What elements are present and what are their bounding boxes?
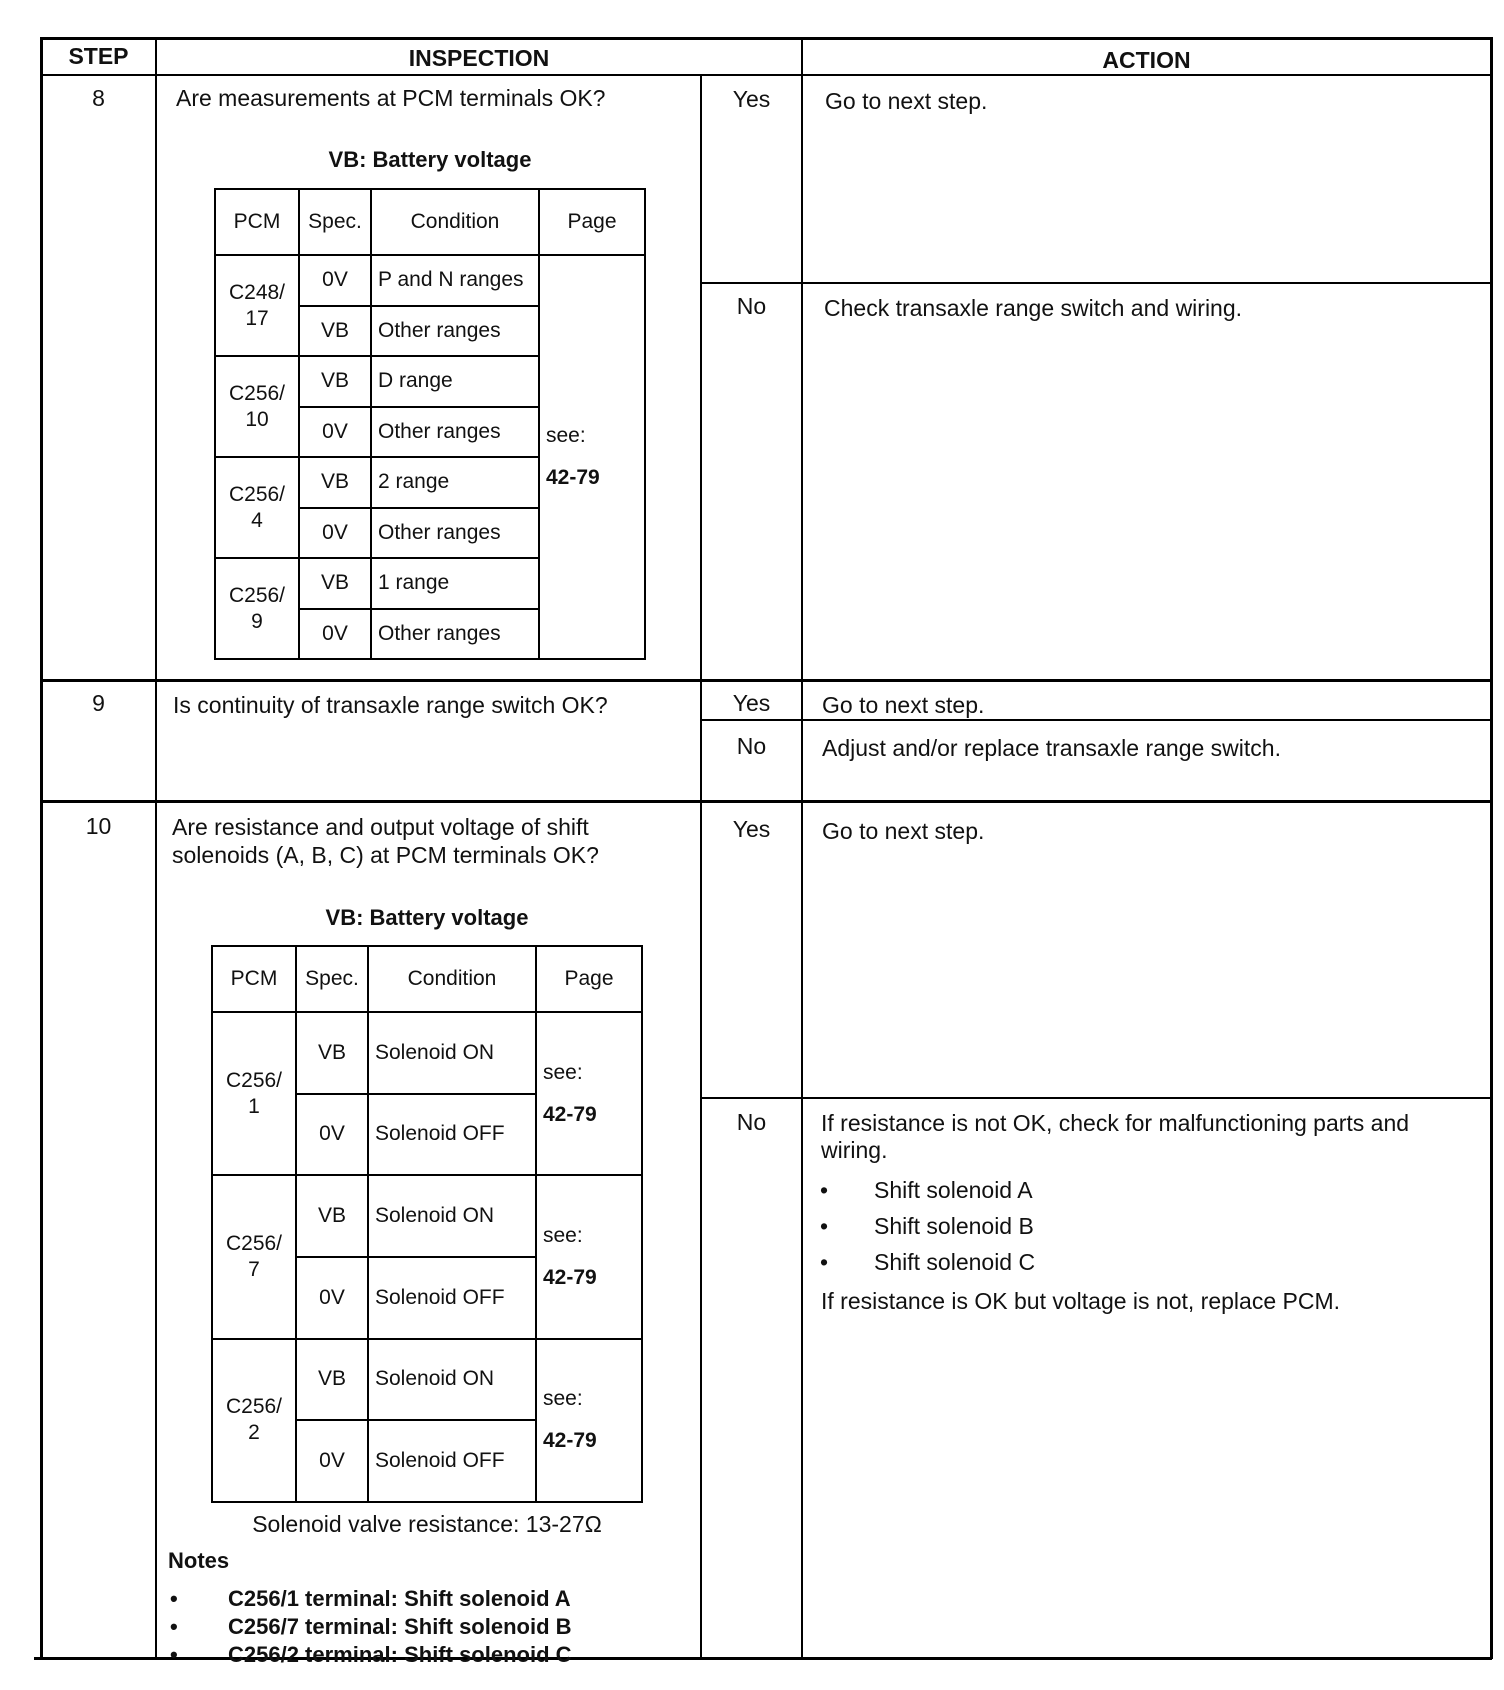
condition-cell: Other ranges <box>371 508 539 559</box>
pcm-terminal: C256/ 7 <box>212 1175 296 1338</box>
spec-cell: 0V <box>296 1257 368 1339</box>
pcm-terminal: C256/ 4 <box>215 457 299 558</box>
step-question: Are measurements at PCM terminals OK? <box>176 85 606 111</box>
condition-cell: Solenoid ON <box>368 1175 536 1257</box>
yes-action: Go to next step. <box>822 818 985 844</box>
col-header: Spec. <box>299 189 371 255</box>
vb-title: VB: Battery voltage <box>328 147 532 172</box>
rule <box>155 37 157 1659</box>
spec-cell: 0V <box>296 1420 368 1502</box>
note-item: • C256/7 terminal: Shift solenoid B <box>170 1613 572 1641</box>
condition-cell: D range <box>371 356 539 407</box>
condition-cell: 1 range <box>371 558 539 609</box>
spec-cell: 0V <box>299 407 371 458</box>
spec-cell: VB <box>299 558 371 609</box>
condition-cell: Solenoid OFF <box>368 1420 536 1502</box>
page-ref: 42-79 <box>543 1102 597 1126</box>
spec-cell: 0V <box>299 609 371 660</box>
spec-cell: 0V <box>299 508 371 559</box>
step-question: Are resistance and output voltage of shift solenoids (A, B, C) at PCM terminals OK? <box>172 814 599 868</box>
no-label: No <box>736 733 767 759</box>
yes-label: Yes <box>732 816 771 842</box>
page-cell <box>536 1339 642 1502</box>
rule <box>700 1097 1492 1099</box>
col-header: Condition <box>371 189 539 255</box>
spec-cell: 0V <box>299 255 371 306</box>
header-step: STEP <box>68 43 129 69</box>
vb-title: VB: Battery voltage <box>325 905 529 930</box>
condition-cell: 2 range <box>371 457 539 508</box>
list-item: • Shift solenoid B <box>816 1208 1035 1244</box>
yes-label: Yes <box>732 86 771 112</box>
rule <box>40 679 1492 682</box>
yes-action: Go to next step. <box>822 692 985 718</box>
pcm-terminal: C256/ 1 <box>212 1012 296 1175</box>
rule <box>801 37 803 1659</box>
spec-cell: VB <box>299 356 371 407</box>
spec-cell: VB <box>299 457 371 508</box>
page-see: see: <box>546 424 586 447</box>
pcm-spec-table <box>211 945 643 1503</box>
page-cell <box>536 1012 642 1175</box>
rule <box>1490 37 1493 1659</box>
condition-cell: P and N ranges <box>371 255 539 306</box>
rule <box>700 719 1492 721</box>
list-item: • Shift solenoid A <box>816 1172 1035 1208</box>
col-header: Spec. <box>296 946 368 1012</box>
step-number: 8 <box>92 85 105 111</box>
page-see: see: <box>543 1223 583 1247</box>
condition-cell: Solenoid OFF <box>368 1094 536 1176</box>
spec-cell: 0V <box>296 1094 368 1176</box>
rule <box>40 74 1492 76</box>
pcm-terminal: C256/ 9 <box>215 558 299 659</box>
condition-cell: Other ranges <box>371 407 539 458</box>
yes-label: Yes <box>732 690 771 716</box>
no-action-outro: If resistance is OK but voltage is not, replace PCM. <box>821 1288 1341 1314</box>
rule <box>40 37 1492 40</box>
no-action: Check transaxle range switch and wiring. <box>824 295 1243 321</box>
no-action: Adjust and/or replace transaxle range switch. <box>822 735 1281 761</box>
spec-cell: VB <box>296 1012 368 1094</box>
notes-list <box>170 1585 572 1669</box>
notes-title: Notes <box>168 1548 230 1573</box>
pcm-spec-table <box>214 188 646 660</box>
page-cell <box>539 255 645 659</box>
col-header: PCM <box>212 946 296 1012</box>
condition-cell: Other ranges <box>371 609 539 660</box>
col-header: PCM <box>215 189 299 255</box>
spec-cell: VB <box>296 1175 368 1257</box>
col-header: Page <box>536 946 642 1012</box>
step-number: 9 <box>92 690 105 716</box>
spec-cell: VB <box>296 1339 368 1421</box>
rule <box>700 282 1492 284</box>
condition-cell: Other ranges <box>371 306 539 357</box>
page-see: see: <box>543 1387 583 1411</box>
page-cell <box>536 1175 642 1338</box>
header-inspection: INSPECTION <box>408 45 550 71</box>
rule <box>40 800 1492 803</box>
page-see: see: <box>543 1060 583 1084</box>
rule <box>40 37 43 1659</box>
col-header: Condition <box>368 946 536 1012</box>
note-item: • C256/1 terminal: Shift solenoid A <box>170 1585 572 1613</box>
col-header: Page <box>539 189 645 255</box>
pcm-terminal: C248/ 17 <box>215 255 299 356</box>
no-action-list <box>816 1172 1035 1280</box>
pcm-terminal: C256/ 2 <box>212 1339 296 1502</box>
condition-cell: Solenoid ON <box>368 1012 536 1094</box>
page-ref: 42-79 <box>543 1265 597 1289</box>
yes-action: Go to next step. <box>825 88 988 114</box>
list-item: • Shift solenoid C <box>816 1244 1035 1280</box>
step-question: Is continuity of transaxle range switch OK? <box>173 692 608 718</box>
page-ref: 42-79 <box>543 1429 597 1453</box>
note-item: • C256/2 terminal: Shift solenoid C <box>170 1641 572 1669</box>
no-label: No <box>736 293 767 319</box>
pcm-terminal: C256/ 10 <box>215 356 299 457</box>
step-number: 10 <box>85 813 112 839</box>
spec-cell: VB <box>299 306 371 357</box>
no-action-intro: If resistance is not OK, check for malfunctioning parts and wiring. <box>821 1110 1410 1163</box>
condition-cell: Solenoid ON <box>368 1339 536 1421</box>
page-ref: 42-79 <box>546 466 600 489</box>
no-label: No <box>736 1109 767 1135</box>
condition-cell: Solenoid OFF <box>368 1257 536 1339</box>
resistance-note: Solenoid valve resistance: 13-27Ω <box>252 1511 602 1537</box>
header-action: ACTION <box>1102 47 1191 73</box>
